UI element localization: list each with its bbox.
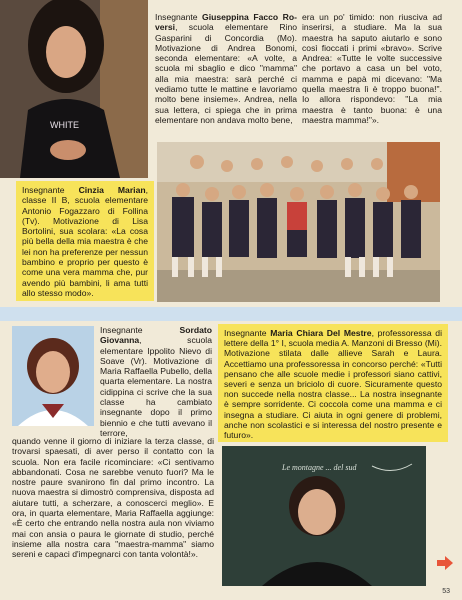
article-body: era un po' timido: non riusciva ad inserirsi, a studiare. Ma la sua maestra ha saputo aiutarlo e sono così fioccati i primi «bravo». Scrive Andrea: «Tutte le volte successive che portavo a casa un bel voto, mamma e papà mi dicevano: "Ma quella maestra lì è troppo buona!". Io allora rispondevo: "La mia maestra è tanto buona: è una maestra mamma!"». <box>302 12 442 125</box>
class-photo <box>157 142 440 302</box>
page-number: 53 <box>442 588 450 595</box>
divider-band <box>0 307 462 321</box>
blackboard-text: Le montagne ... del sud <box>282 463 357 472</box>
caption-body: , classe II B, scuola elementare Antonio Fogazzaro di Follina (Tv). Motivazione di Lisa Bortolini, sua scolara: «La cosa più bella della mia maestra è che lei non ha preferenze per nessun bambino e proprio per questo è come una vera mamma che, pur avendo più bambini, li ama tutti allo stesso modo». <box>22 185 148 298</box>
teacher-name: Sordato Giovanna <box>100 325 212 346</box>
photo-sordato-giovanna <box>12 326 94 426</box>
svg-text:WHITE: WHITE <box>50 120 79 130</box>
article-body: quando venne il giorno di iniziare la terza classe, di trovarsi spaesati, di aver perso il contatto con la scuola. Non era facile ricominciare: «Ci sentivamo abbandonati. Cosa ne sarebbe venuto fuori? Ma le nostre paure svanirono fin dal primo incontro. La nuova maestra si dimostrò comprensiva, disposta ad aiutare tutti, a scherzare, a conoscerci meglio». E ora, in quarta elementare, Maria Raffaella aggiunge: «È certo che entrando nella nostra aula non viviamo mai con ansia o paura le giornate di studio, perché insieme alla nostra cara "maestra-mamma" siamo sereni e capaci d'impegnarci con tanta volontà!». <box>12 436 214 560</box>
class-photo-image <box>157 142 440 302</box>
teacher-name: Giuseppina Facco Ro-versi <box>155 12 297 33</box>
photo-cinzia-marian-image <box>0 0 148 178</box>
caption-cinzia-marian <box>16 181 154 301</box>
caption-body: , professoressa di lettere della 1° I, scuola media A. Manzoni di Bresso (Mi). Motivazione stilata dalle allieve Sarah e Laura. Accettiamo una professoressa in concorso perché: «Tutti pensano che alle scuole medie i professori siano cattivi, severi e senza un briciolo di cuore. Sicuramente questo non succede nella nostra classe... La nostra insegnante è sempre sorridente. Ci coccola come una mamma e ci insegna a studiare. Ci aiuta in ogni genere di problemi, anche non scolastici e si interessa del nostro presente e futuro». <box>224 328 442 441</box>
teacher-name: Maria Chiara Del Mestre <box>270 328 372 338</box>
article-body: , scuola elementare Ippolito Nievo di Soave (Vr). Motivazione di Maria Raffaella Pubello, della quarta elementare. La nostra cidippina ci scrive che la sua classe ha cambiato insegnante dopo il primo biennio e che tutti avevano il terrore, <box>100 335 212 438</box>
photo-del-mestre-image <box>222 446 426 586</box>
article-body: , scuola elementare Rino Gasparini di Concordia (Mo). Motivazione di Andrea Bonomi, seconda elementare: «A volte, a scuola mi sbaglio e dico "mamma" alla mia maestra: sarà perché ci vediamo tutte le mattine e lavoriamo molto bene insieme». Andrea, nella sua lettera, ci spiega che in prima elementare non andava molto bene, <box>155 22 297 125</box>
photo-maria-chiara-del-mestre <box>222 446 426 586</box>
photo-cinzia-marian <box>0 0 148 178</box>
continue-arrow-icon <box>437 556 453 570</box>
lead-pre: Insegnante <box>155 12 203 22</box>
lead-pre: Insegnante <box>100 325 180 335</box>
article-sordato-top <box>100 325 212 438</box>
article-continuation <box>302 12 442 140</box>
lead-pre: Insegnante <box>224 328 271 338</box>
photo-sordato-giovanna-image <box>12 326 94 426</box>
article-sordato-bottom <box>12 436 214 586</box>
lead-pre: Insegnante <box>22 185 79 195</box>
article-giuseppina-facco-roversi <box>155 12 297 140</box>
teacher-name: Cinzia Marian <box>78 185 146 195</box>
caption-maria-chiara-del-mestre <box>218 324 448 442</box>
